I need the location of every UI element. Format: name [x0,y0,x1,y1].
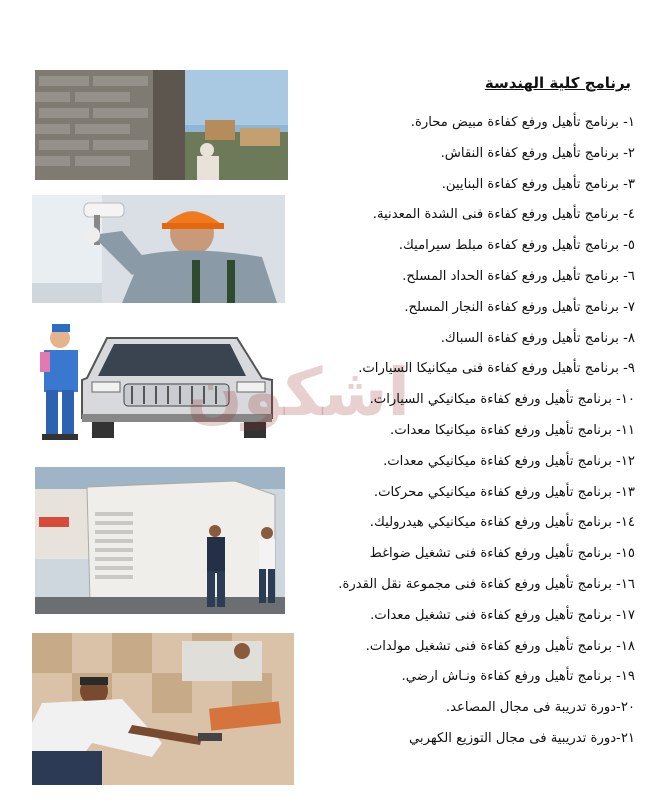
photo-tiler [32,633,294,785]
list-item: ٦- برنامج تأهيل ورفع كفاءة الحداد المسلح. [402,268,635,284]
page-title: برنامج كلية الهندسة [484,74,631,92]
list-item: ٢- برنامج تأهيل ورفع كفاءة النقاش. [440,145,635,161]
watermark: اشكون [186,354,410,431]
photo-car-mechanic [32,318,277,443]
list-item: ٢١-دورة تدريبية فى مجال التوزيع الكهربي [408,730,635,746]
list-item: ١١- برنامج تأهيل ورفع كفاءة ميكانيكا معدات. [390,422,635,438]
list-item: ٧- برنامج تأهيل ورفع كفاءة النجار المسلح. [404,299,635,315]
program-list [285,108,635,755]
photo-painter [32,195,285,303]
list-item: ٢٠-دورة تدريبة فى مجال المصاعد. [445,700,635,716]
list-item: ١٧- برنامج تأهيل ورفع كفاءة فنى تشغيل معدات. [370,607,635,623]
photo-plasterer [35,70,288,180]
list-item: ١٠- برنامج تأهيل ورفع كفاءة ميكانيكي السيارات. [369,392,635,408]
list-item: ١٤- برنامج تأهيل ورفع كفاءة ميكانيكي هيدروليك. [369,515,635,531]
list-item: ٣- برنامج تأهيل ورفع كفاءة البنايين. [441,176,635,192]
list-item: ٩- برنامج تأهيل ورفع كفاءة فنى ميكانيكا السيارات. [358,361,635,377]
list-item: ١٣- برنامج تأهيل ورفع كفاءة ميكانيكي محركات. [373,484,635,500]
list-item: ١٢- برنامج تأهيل ورفع كفاءة ميكانيكي معدات. [383,453,635,469]
list-item: ٥- برنامج تأهيل ورفع كفاءة مبلط سيراميك. [398,238,635,254]
list-item: ١٥- برنامج تأهيل ورفع كفاءة فنى تشغيل ضواغط [369,546,635,562]
list-item: ٨- برنامج تأهيل ورفع كفاءة السباك. [440,330,635,346]
list-item: ٤- برنامج تأهيل ورفع كفاءة فنى الشدة المعدنية. [372,207,635,223]
list-item: ١٩- برنامج تأهيل ورفع كفاءة ونـاش ارضي. [401,669,635,685]
photo-generators [35,467,285,614]
list-item: ١٨- برنامج تأهيل ورفع كفاءة فنى تشغيل مولدات. [365,638,635,654]
list-item: ١٦- برنامج تأهيل ورفع كفاءة فنى مجموعة نقل القدرة. [338,576,635,592]
list-item: ١- برنامج تأهيل ورفع كفاءة مبيض محارة. [410,115,635,130]
